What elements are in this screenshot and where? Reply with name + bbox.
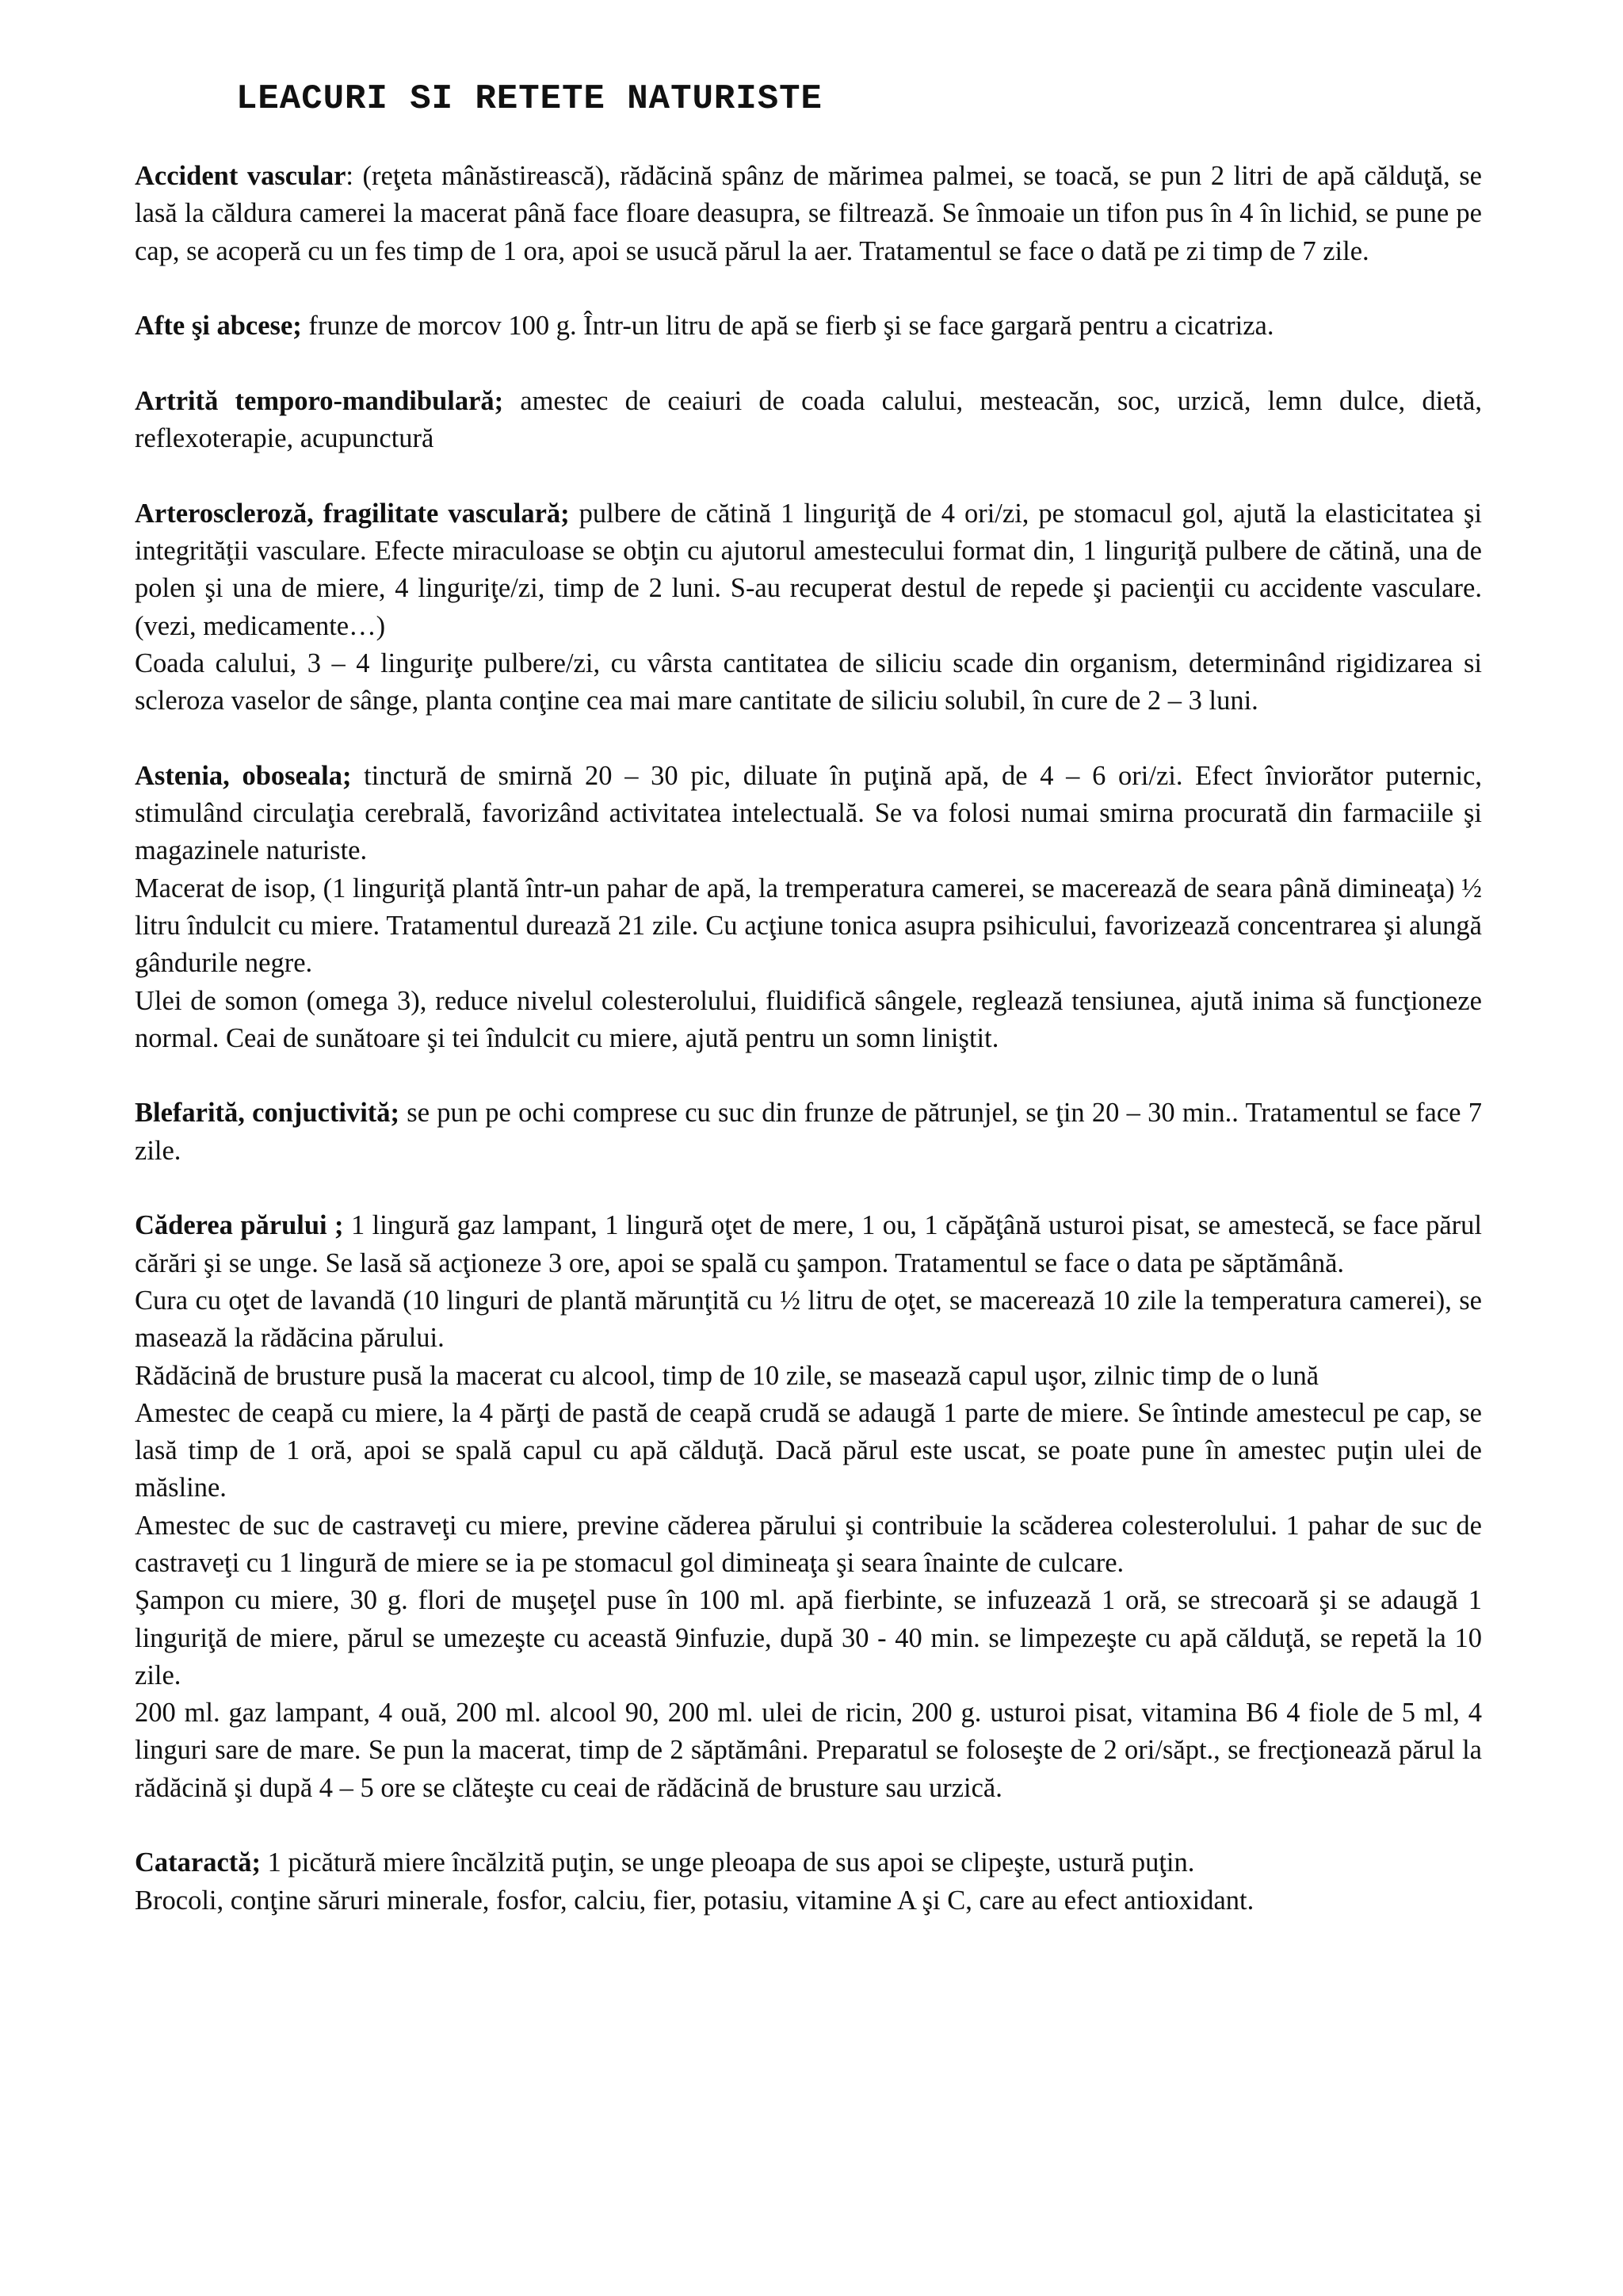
remedy-paragraph	[135, 1507, 1482, 1583]
remedy-heading: Astenia, oboseala;	[135, 760, 352, 791]
remedy-text: Ulei de somon (omega 3), reduce nivelul colesterolului, fluidifică sângele, reglează tensiunea, ajută inima să funcţioneze normal. Ceai de sunătoare şi tei îndulcit cu miere, ajută pentru un somn liniştit.	[135, 985, 1482, 1053]
remedy-text: Coada calului, 3 – 4 linguriţe pulbere/zi, cu vârsta cantitatea de siliciu scade din organism, determinând rigidizarea si scleroza vaselor de sânge, planta conţine cea mai mare cantitate de siliciu solubil, în cure de 2 – 3 luni.	[135, 648, 1482, 716]
remedy-paragraph	[135, 1582, 1482, 1694]
remedy-heading: Arteroscleroză, fragilitate vasculară;	[135, 498, 570, 529]
remedy-text: 1 picătură miere încălzită puţin, se unge pleoapa de sus apoi se clipeşte, ustură puţin.	[261, 1847, 1195, 1878]
remedy-text: Cura cu oţet de lavandă (10 linguri de plantă mărunţită cu ½ litru de oţet, se macerează 10 zile la temperatura camerei), se masează la rădăcina părului.	[135, 1285, 1482, 1354]
remedy-text: Macerat de isop, (1 linguriţă plantă într-un pahar de apă, la tremperatura camerei, se macerează de seara până dimineaţa) ½ litru îndulcit cu miere. Tratamentul durează 21 zile. Cu acţiune tonica asupra psihicului, favorizează concentrarea şi alungă gândurile negre.	[135, 873, 1482, 979]
remedy-entry	[135, 308, 1482, 345]
remedy-text: 1 lingură gaz lampant, 1 lingură oţet de mere, 1 ou, 1 căpăţână usturoi pisat, se amestecă, se face părul cărări şi se unge. Se lasă să acţioneze 3 ore, apoi se spală cu şampon. Tratamentul se face o data pe săptămână.	[135, 1210, 1482, 1278]
remedy-paragraph-first	[135, 1207, 1482, 1282]
remedy-paragraph-first	[135, 1095, 1482, 1170]
remedy-heading: Cataractă;	[135, 1847, 262, 1878]
remedy-heading: Căderea părului ;	[135, 1210, 344, 1241]
remedy-text: amestec de ceaiuri de coada calului, mesteacăn, soc, urzică, lemn dulce, dietă, reflexoterapie, acupunctură	[135, 385, 1482, 454]
remedy-text: 200 ml. gaz lampant, 4 ouă, 200 ml. alcool 90, 200 ml. ulei de ricin, 200 g. usturoi pisat, vitamina B6 4 fiole de 5 ml, 4 linguri sare de mare. Se pun la macerat, timp de 2 săptămâni. Preparatul se foloseşte de 2 ori/săpt., se frecţionează părul la rădăcină şi după 4 – 5 ore se clăteşte cu ceai de rădăcină de brusture sau urzică.	[135, 1698, 1482, 1803]
remedy-text: tinctură de smirnă 20 – 30 pic, diluate în puţină apă, de 4 – 6 ori/zi. Efect înviorător puternic, stimulând circulaţia cerebrală, favorizând activitatea intelectuală. Se va folosi numai smirna procurată din farmaciile şi magazinele naturiste.	[135, 760, 1482, 866]
remedy-heading: Accident vascular	[135, 161, 346, 191]
remedy-heading: Artrită temporo-mandibulară;	[135, 385, 504, 416]
remedy-paragraph	[135, 1358, 1482, 1395]
remedy-text: se pun pe ochi comprese cu suc din frunze de pătrunjel, se ţin 20 – 30 min.. Tratamentul se face 7 zile.	[135, 1098, 1482, 1166]
remedy-entry	[135, 758, 1482, 1057]
remedy-text: Amestec de ceapă cu miere, la 4 părţi de pastă de ceapă crudă se adaugă 1 parte de miere. Se întinde amestecul pe cap, se lasă timp de 1 oră, apoi se spală capul cu apă călduţă. Dacă părul este uscat, se poate pune în amestec puţin ulei de măsline.	[135, 1397, 1482, 1503]
remedy-paragraph-first	[135, 495, 1482, 645]
remedy-paragraph	[135, 1395, 1482, 1507]
document-title: LEACURI SI RETETE NATURISTE	[236, 79, 823, 119]
remedy-entry	[135, 1844, 1482, 1920]
remedy-paragraph-first	[135, 383, 1482, 458]
remedy-heading: Blefarită, conjuctivită;	[135, 1098, 400, 1129]
document-body	[135, 158, 1482, 1957]
remedy-entry	[135, 495, 1482, 720]
remedy-paragraph	[135, 1882, 1482, 1920]
remedy-entry	[135, 1095, 1482, 1170]
remedy-paragraph-first	[135, 158, 1482, 270]
remedy-heading: Afte şi abcese;	[135, 311, 302, 342]
remedy-text: Amestec de suc de castraveţi cu miere, previne căderea părului şi contribuie la scăderea colesterolului. 1 pahar de suc de castraveţi cu 1 lingură de miere se ia pe stomacul gol dimineaţa şi seara înainte de culcare.	[135, 1510, 1482, 1578]
remedy-entry	[135, 158, 1482, 270]
remedy-paragraph-first	[135, 1844, 1482, 1881]
remedy-text: Rădăcină de brusture pusă la macerat cu alcool, timp de 10 zile, se masează capul uşor, zilnic timp de o lună	[135, 1360, 1319, 1391]
remedy-paragraph-first	[135, 308, 1482, 345]
remedy-paragraph-first	[135, 758, 1482, 870]
remedy-paragraph	[135, 1282, 1482, 1358]
remedy-paragraph	[135, 645, 1482, 720]
remedy-paragraph	[135, 1694, 1482, 1807]
remedy-paragraph	[135, 983, 1482, 1058]
remedy-entry	[135, 383, 1482, 458]
remedy-paragraph	[135, 870, 1482, 983]
remedy-text: pulbere de cătină 1 linguriţă de 4 ori/zi, pe stomacul gol, ajută la elasticitatea şi integrităţii vasculare. Efecte miraculoase se obţin cu ajutorul amestecului format din, 1 linguriţă pulbere de cătină, una de polen şi una de miere, 4 linguriţe/zi, timp de 2 luni. S-au recuperat destul de repede şi pacienţii cu accidente vasculare.(vezi, medicamente…)	[135, 498, 1482, 641]
remedy-text: Şampon cu miere, 30 g. flori de muşeţel puse în 100 ml. apă fierbinte, se infuzează 1 oră, se strecoară şi se adaugă 1 linguriţă de miere, părul se umezeşte cu această 9infuzie, după 30 - 40 min. se limpezeşte cu apă călduţă, se repetă la 10 zile.	[135, 1585, 1482, 1690]
remedy-text: Brocoli, conţine săruri minerale, fosfor, calciu, fier, potasiu, vitamine A şi C, care au efect antioxidant.	[135, 1885, 1254, 1916]
remedy-entry	[135, 1207, 1482, 1807]
remedy-text: : (reţeta mânăstirească), rădăcină spânz de mărimea palmei, se toacă, se pun 2 litri de apă călduţă, se lasă la căldura camerei la macerat până face floare deasupra, se filtrează. Se înmoaie un tifon pus în 4 în lichid, se pune pe cap, se acoperă cu un fes timp de 1 ora, apoi se usucă părul la aer. Tratamentul se face o dată pe zi timp de 7 zile.	[135, 161, 1482, 266]
remedy-text: frunze de morcov 100 g. Într-un litru de apă se fierb şi se face gargară pentru a cicatriza.	[301, 311, 1274, 342]
